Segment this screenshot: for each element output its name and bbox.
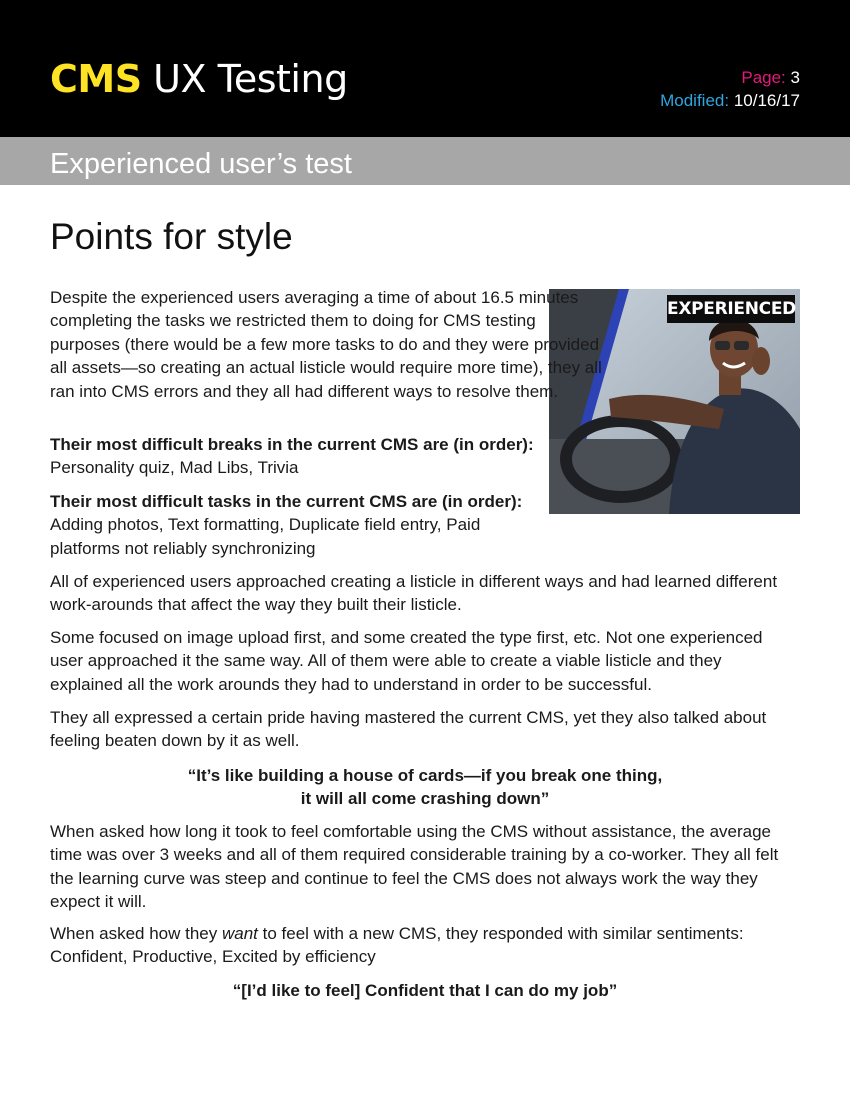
pride-paragraph: They all expressed a certain pride having mastered the current CMS, yet they also talked about feeling beaten down by it as well. xyxy=(50,708,767,751)
page-label: Page: xyxy=(741,68,786,87)
page-value: 3 xyxy=(790,68,800,87)
quote-confident: “[I’d like to feel] Confident that I can do my job” xyxy=(232,981,618,1000)
quote-line-1: “It’s like building a house of cards—if you break one thing, xyxy=(187,766,663,785)
focus-paragraph: Some focused on image upload first, and some created the type first, etc. Not one experienced user approached it the same way. All of them were able to create a viable listicle and they explained all the work arounds they had to understand in order to be successful. xyxy=(50,628,763,694)
modified-label: Modified: xyxy=(660,91,730,110)
want-emphasis: want xyxy=(221,924,258,943)
photo-caption: EXPERIENCED xyxy=(667,295,795,323)
want-suffix: to feel with a new CMS, they responded with similar sentiments: Confident, Productive, Excited by efficiency xyxy=(50,924,744,967)
page-number xyxy=(660,66,800,89)
breaks-block xyxy=(50,433,540,480)
section-title: Points for style xyxy=(50,216,293,257)
breaks-heading: Their most difficult breaks in the current CMS are (in order): xyxy=(50,435,534,454)
comfort-paragraph: When asked how long it took to feel comfortable using the CMS without assistance, the average time was over 3 weeks and all of them required considerable training by a co-worker. They all felt the learning curve was steep and continue to feel the CMS does not always work the way they expect it will. xyxy=(50,822,779,912)
tasks-list: Adding photos, Text formatting, Duplicate field entry, Paid platforms not reliably synchronizing xyxy=(50,515,481,558)
page-header xyxy=(0,0,850,137)
approach-paragraph: All of experienced users approached creating a listicle in different ways and had learned different work-arounds that affect the way they built their listicle. xyxy=(50,572,778,615)
document-title xyxy=(50,54,348,104)
modified-date xyxy=(660,89,800,112)
brand-accent: CMS xyxy=(50,57,142,101)
quote-line-2: it will all come crashing down” xyxy=(300,789,550,809)
quote-house-of-cards xyxy=(50,764,800,811)
tasks-heading: Their most difficult tasks in the current CMS are (in order): xyxy=(50,492,523,511)
want-prefix: When asked how they xyxy=(50,924,222,943)
tasks-block xyxy=(50,490,540,560)
subheader-title: Experienced user’s test xyxy=(50,148,352,180)
intro-paragraph: Despite the experienced users averaging a time of about 16.5 minutes completing the tasks we restricted them to doing for CMS testing purposes (there would be a few more tasks to do and they were provided all assets—so creating an actual listicle would require more time), they all ran into CMS errors and they all had different ways to resolve them. xyxy=(50,288,602,401)
breaks-list: Personality quiz, Mad Libs, Trivia xyxy=(50,458,299,478)
brand-rest: UX Testing xyxy=(153,57,348,101)
want-paragraph xyxy=(50,922,795,969)
modified-value: 10/16/17 xyxy=(733,91,800,110)
document-meta xyxy=(660,66,800,112)
